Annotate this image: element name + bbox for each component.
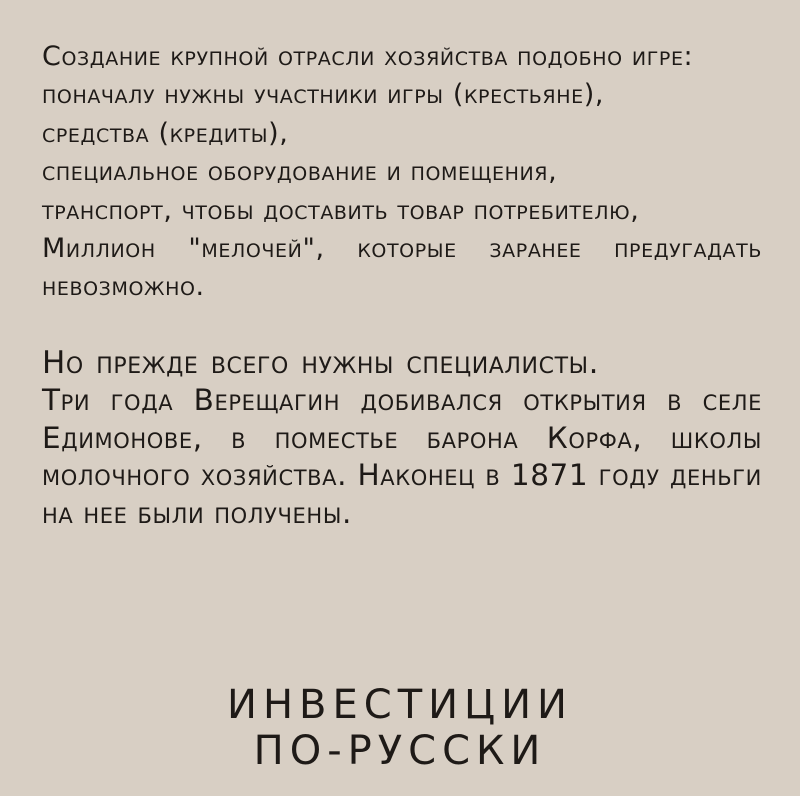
list-item-transport: транспорт, чтобы доставить товар потребителю, [42, 194, 640, 226]
paragraph-game-analogy [42, 38, 762, 307]
list-item-funds: средства (кредиты), [42, 117, 289, 149]
list-item-equipment: специальное оборудование и помещения, [42, 156, 558, 188]
brand-line-2: ПО-РУССКИ [253, 728, 547, 774]
brand-logo-text [0, 682, 800, 774]
paragraph-body: Три года Верещагин добивался открытия в селе Едимонове, в поместье барона Корфа, школы молочного хозяйства. Наконец в 1871 году деньги на нее были получены. [42, 383, 762, 530]
brand-line-1: ИНВЕСТИЦИИ [227, 682, 573, 728]
paragraph-lead: Но прежде всего нужны специалисты. [42, 344, 600, 381]
list-item-trifles: Миллион "мелочей", которые заранее предугадать невозможно. [42, 233, 762, 303]
paragraph-specialists [42, 345, 762, 533]
list-item-participants: поначалу нужны участники игры (крестьяне), [42, 79, 605, 111]
paragraph-intro: Создание крупной отрасли хозяйства подобно игре: [42, 41, 694, 72]
